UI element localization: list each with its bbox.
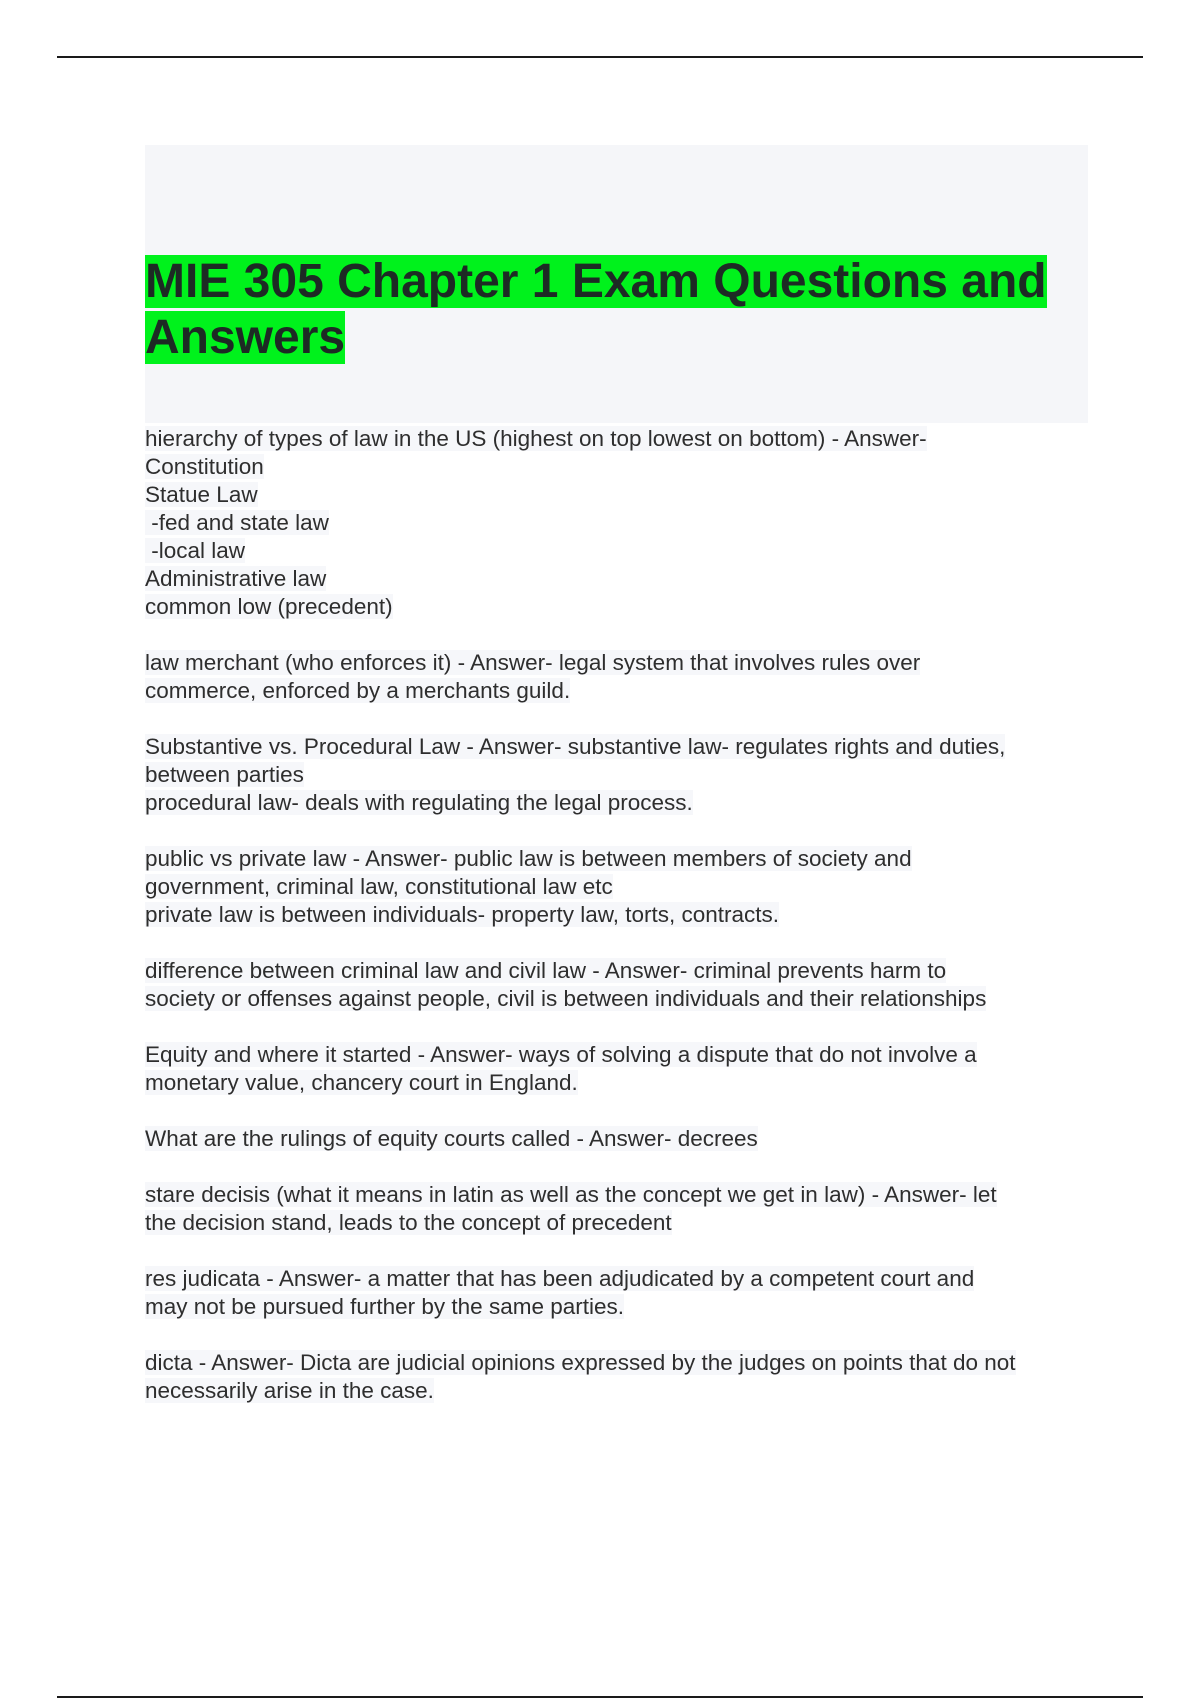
qa-item xyxy=(145,845,1090,929)
qa-line: Equity and where it started - Answer- ways of solving a dispute that do not involve a xyxy=(145,1042,977,1067)
qa-line: private law is between individuals- property law, torts, contracts. xyxy=(145,902,780,927)
qa-line: monetary value, chancery court in England. xyxy=(145,1070,578,1095)
qa-line: between parties xyxy=(145,762,304,787)
qa-line: res judicata - Answer- a matter that has been adjudicated by a competent court and xyxy=(145,1266,975,1291)
qa-line: government, criminal law, constitutional law etc xyxy=(145,874,613,899)
qa-line: Constitution xyxy=(145,454,264,479)
qa-line: commerce, enforced by a merchants guild. xyxy=(145,678,571,703)
qa-line: Administrative law xyxy=(145,566,327,591)
qa-list xyxy=(145,425,1090,1433)
top-rule xyxy=(57,56,1143,58)
qa-item xyxy=(145,1349,1090,1405)
bottom-rule xyxy=(57,1696,1143,1698)
qa-line: -fed and state law xyxy=(145,510,329,535)
qa-item xyxy=(145,733,1090,817)
qa-line: What are the rulings of equity courts called - Answer- decrees xyxy=(145,1126,758,1151)
qa-line: common low (precedent) xyxy=(145,594,393,619)
qa-line: necessarily arise in the case. xyxy=(145,1378,434,1403)
qa-line: -local law xyxy=(145,538,246,563)
qa-item xyxy=(145,1125,1090,1153)
qa-line: procedural law- deals with regulating the legal process. xyxy=(145,790,693,815)
qa-line: society or offenses against people, civil is between individuals and their relationships xyxy=(145,986,987,1011)
qa-line: Statue Law xyxy=(145,482,258,507)
qa-line: difference between criminal law and civil law - Answer- criminal prevents harm to xyxy=(145,958,947,983)
qa-line: law merchant (who enforces it) - Answer- legal system that involves rules over xyxy=(145,650,921,675)
qa-line: public vs private law - Answer- public law is between members of society and xyxy=(145,846,912,871)
title-block xyxy=(145,145,1088,423)
qa-item xyxy=(145,425,1090,621)
qa-item xyxy=(145,957,1090,1013)
qa-item xyxy=(145,649,1090,705)
qa-item xyxy=(145,1041,1090,1097)
qa-line: may not be pursued further by the same parties. xyxy=(145,1294,625,1319)
qa-line: Substantive vs. Procedural Law - Answer- substantive law- regulates rights and duties, xyxy=(145,734,1006,759)
qa-line: dicta - Answer- Dicta are judicial opinions expressed by the judges on points that do not xyxy=(145,1350,1016,1375)
qa-item xyxy=(145,1181,1090,1237)
qa-line: the decision stand, leads to the concept of precedent xyxy=(145,1210,672,1235)
document-title xyxy=(145,254,1075,366)
qa-item xyxy=(145,1265,1090,1321)
title-highlight: MIE 305 Chapter 1 Exam Questions and Answers xyxy=(145,255,1047,364)
qa-line: hierarchy of types of law in the US (highest on top lowest on bottom) - Answer- xyxy=(145,426,927,451)
qa-line: stare decisis (what it means in latin as well as the concept we get in law) - Answer- let xyxy=(145,1182,997,1207)
